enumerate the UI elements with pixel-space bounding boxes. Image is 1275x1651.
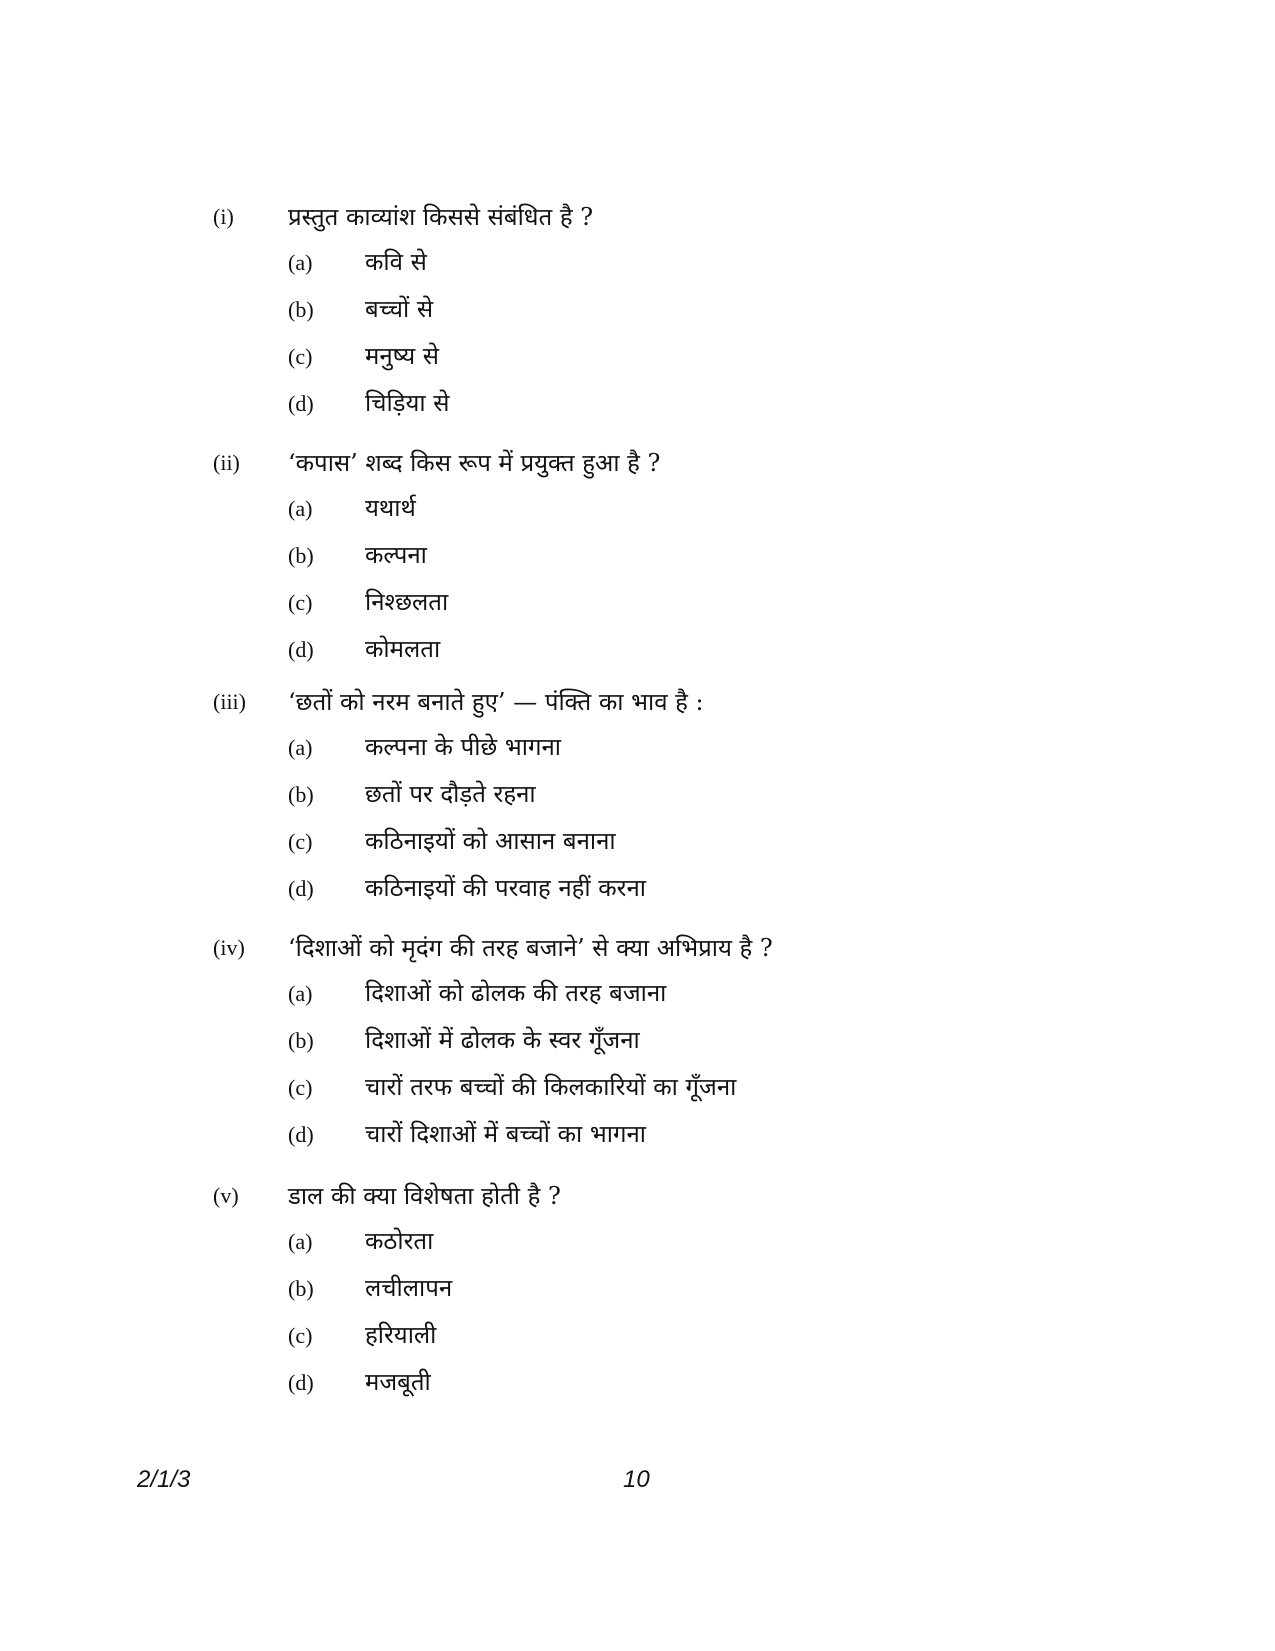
option-label: (b) xyxy=(288,1028,314,1053)
option-row xyxy=(213,865,1113,912)
option-text: छतों पर दौड़ते रहना xyxy=(365,780,536,808)
option-text: कठोरता xyxy=(365,1227,434,1255)
option-text: चारों तरफ बच्चों की किलकारियों का गूँजना xyxy=(365,1073,737,1101)
option-row xyxy=(213,1064,1113,1111)
option-label: (b) xyxy=(288,297,314,322)
option-text: चारों दिशाओं में बच्चों का भागना xyxy=(365,1120,646,1148)
question-number: (ii) xyxy=(213,450,240,475)
option-text: निश्छलता xyxy=(365,588,449,616)
option-label: (d) xyxy=(288,391,314,416)
option-label: (c) xyxy=(288,590,313,615)
question-4 xyxy=(213,926,1113,1158)
question-1 xyxy=(213,195,1113,427)
option-row xyxy=(213,970,1113,1017)
option-label: (d) xyxy=(288,1122,314,1147)
option-text: मजबूती xyxy=(365,1368,431,1396)
option-text: कवि से xyxy=(365,248,427,276)
option-label: (b) xyxy=(288,1276,314,1301)
option-row xyxy=(213,771,1113,818)
option-row xyxy=(213,1218,1113,1265)
option-text: कठिनाइयों की परवाह नहीं करना xyxy=(365,874,647,902)
page-number: 10 xyxy=(623,1466,650,1493)
paper-code: 2/1/3 xyxy=(137,1466,191,1493)
question-text: प्रस्तुत काव्यांश किससे संबंधित है ? xyxy=(288,203,594,231)
option-row xyxy=(213,626,1113,673)
option-row xyxy=(213,818,1113,865)
question-3 xyxy=(213,680,1113,912)
question-2 xyxy=(213,441,1113,673)
option-row xyxy=(213,1359,1113,1406)
option-text: दिशाओं को ढोलक की तरह बजाना xyxy=(365,979,667,1007)
option-text: कठिनाइयों को आसान बनाना xyxy=(365,827,616,855)
option-text: कल्पना xyxy=(365,541,427,569)
option-text: चिड़िया से xyxy=(365,389,450,417)
option-label: (c) xyxy=(288,344,313,369)
option-row xyxy=(213,1111,1113,1158)
option-row xyxy=(213,239,1113,286)
option-text: कल्पना के पीछे भागना xyxy=(365,733,562,761)
option-label: (b) xyxy=(288,782,314,807)
option-label: (a) xyxy=(288,735,313,760)
option-text: दिशाओं में ढोलक के स्वर गूँजना xyxy=(365,1026,640,1054)
option-row xyxy=(213,579,1113,626)
option-row xyxy=(213,485,1113,532)
question-text: ‘दिशाओं को मृदंग की तरह बजाने’ से क्या अभिप्राय है ? xyxy=(288,934,773,962)
option-label: (d) xyxy=(288,1370,314,1395)
option-text: यथार्थ xyxy=(365,494,416,522)
option-label: (a) xyxy=(288,496,313,521)
option-label: (d) xyxy=(288,876,314,901)
option-label: (c) xyxy=(288,829,313,854)
question-text: ‘कपास’ शब्द किस रूप में प्रयुक्त हुआ है ? xyxy=(288,449,661,477)
option-label: (a) xyxy=(288,1229,313,1254)
option-text: कोमलता xyxy=(365,635,441,663)
option-row xyxy=(213,724,1113,771)
option-row xyxy=(213,532,1113,579)
question-number: (iv) xyxy=(213,935,245,960)
option-row xyxy=(213,1265,1113,1312)
option-text: बच्चों से xyxy=(365,295,434,323)
option-label: (a) xyxy=(288,250,313,275)
question-number: (i) xyxy=(213,204,234,229)
option-label: (b) xyxy=(288,543,314,568)
question-header xyxy=(213,926,1113,970)
question-text: ‘छतों को नरम बनाते हुए’ — पंक्ति का भाव है : xyxy=(288,688,704,716)
option-row xyxy=(213,1312,1113,1359)
option-text: लचीलापन xyxy=(365,1274,453,1302)
question-number: (iii) xyxy=(213,689,246,714)
option-row xyxy=(213,1017,1113,1064)
option-text: हरियाली xyxy=(365,1321,437,1349)
question-header xyxy=(213,680,1113,724)
option-text: मनुष्य से xyxy=(365,342,439,370)
option-row xyxy=(213,333,1113,380)
option-label: (a) xyxy=(288,981,313,1006)
option-label: (c) xyxy=(288,1075,313,1100)
question-text: डाल की क्या विशेषता होती है ? xyxy=(288,1182,561,1210)
question-header xyxy=(213,441,1113,485)
option-row xyxy=(213,286,1113,333)
option-label: (c) xyxy=(288,1323,313,1348)
question-header xyxy=(213,195,1113,239)
question-number: (v) xyxy=(213,1183,239,1208)
option-label: (d) xyxy=(288,637,314,662)
question-header xyxy=(213,1174,1113,1218)
question-5 xyxy=(213,1174,1113,1406)
option-row xyxy=(213,380,1113,427)
